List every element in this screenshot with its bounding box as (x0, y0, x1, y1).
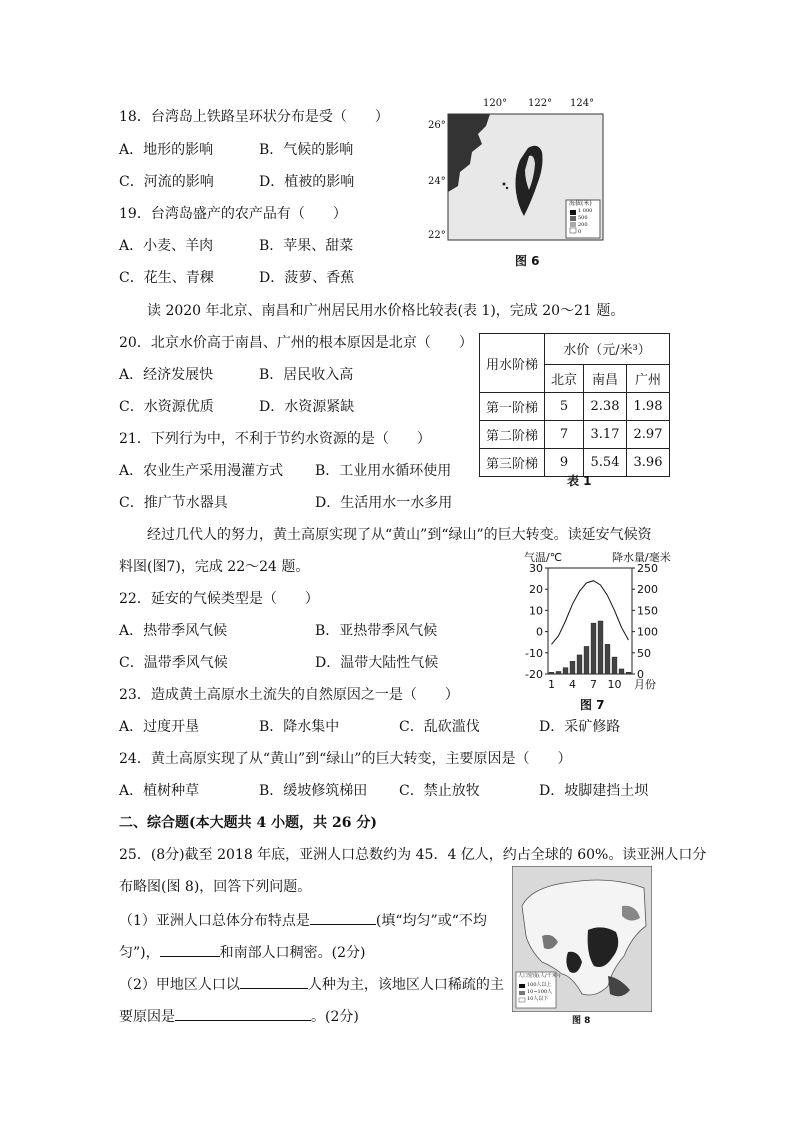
table1-city-beijing: 北京 (545, 364, 584, 392)
fig7-precip-bar (591, 623, 596, 674)
fig8-legend-title: 人口密度(人/千米²) (518, 973, 561, 979)
fig6-lon-124: 124° (570, 98, 595, 109)
table1-cell: 7 (545, 421, 584, 449)
fig7-month-label: 月份 (634, 678, 656, 691)
fig6-lat-22: 22° (428, 230, 446, 241)
q19-option-c[interactable]: C．花生、青稞 (119, 270, 214, 286)
fig6-legend-title: 海拔(米) (569, 200, 592, 207)
fig6-lat-26: 26° (428, 120, 446, 131)
table1-cell: 2.38 (584, 393, 627, 421)
q25-line2: 布略图(图 8)，回答下列问题。 (119, 879, 312, 895)
q25-part2-line1 (119, 974, 504, 994)
q25-p2-blank-2[interactable] (175, 1006, 311, 1021)
fig7-right-tick-label: 250 (637, 562, 658, 575)
q23-option-b[interactable]: B．降水集中 (259, 719, 340, 735)
fig7-precip-bar (584, 646, 589, 674)
fig7-x-tick-label: 7 (590, 678, 597, 691)
q23-option-c[interactable]: C．乱砍滥伐 (399, 719, 480, 735)
q21-option-b[interactable]: B．工业用水循环使用 (315, 463, 452, 479)
fig7-precip-bar (563, 668, 568, 674)
q25-p2-text-d: 。(2分) (311, 1009, 359, 1025)
q25-p2-text-b: 人种为主，该地区人口稀疏的主 (307, 977, 504, 993)
q18-option-d[interactable]: D．植被的影响 (259, 174, 355, 190)
q23-option-d[interactable]: D．采矿修路 (539, 719, 621, 735)
q19-option-d[interactable]: D．菠萝、香蕉 (259, 270, 355, 286)
q22-option-c[interactable]: C．温带季风气候 (119, 655, 228, 671)
q22-option-a[interactable]: A．热带季风气候 (119, 623, 228, 639)
table1-cell: 9 (545, 449, 584, 477)
q22-option-d[interactable]: D．温带大陆性气候 (315, 655, 439, 671)
q25-part2-line2 (119, 1006, 359, 1026)
fig8-legend-low: 10人以下 (527, 996, 549, 1002)
q25-p1-blank-1[interactable] (310, 910, 376, 925)
q20-stem: 20．北京水价高于南昌、广州的根本原因是北京（ ） (119, 335, 473, 351)
table1-cell: 3.17 (584, 421, 627, 449)
q22-stem: 22．延安的气候类型是（ ） (119, 591, 319, 607)
q21-option-c[interactable]: C．推广节水器具 (119, 495, 228, 511)
q25-p1-text-c: 匀”)， (119, 945, 160, 961)
fig6-legend-1000: 1 000 (578, 208, 593, 214)
table1-city-nanchang: 南昌 (584, 364, 627, 392)
q25-line1: 25．(8分)截至 2018 年底，亚洲人口总数约为 45．4 亿人，约占全球的 60%。读亚洲人口分 (119, 847, 707, 863)
q21-option-d[interactable]: D．生活用水一水多用 (315, 495, 453, 511)
q19-option-b[interactable]: B．苹果、甜菜 (259, 238, 354, 254)
section-2-heading: 二、综合题(本大题共 4 小题，共 26 分) (119, 815, 377, 831)
fig7-precip-bar (556, 671, 561, 674)
q21-option-a[interactable]: A．农业生产采用漫灌方式 (119, 463, 284, 479)
q24-stem: 24．黄土高原实现了从“黄山”到“绿山”的巨大转变，主要原因是（ ） (119, 751, 572, 767)
fig7-right-tick-label: 100 (637, 625, 658, 639)
table1-cell: 5.54 (584, 449, 627, 477)
fig6-lon-122: 122° (528, 98, 553, 109)
q21-stem: 21．下列行为中，不利于节约水资源的是（ ） (119, 431, 431, 447)
figure-6-caption: 图 6 (515, 254, 540, 268)
fig7-right-tick-label: 50 (637, 646, 651, 660)
q24-option-a[interactable]: A．植树种草 (119, 783, 200, 799)
fig7-temp-line (552, 581, 629, 645)
q20-option-c[interactable]: C．水资源优质 (119, 399, 214, 415)
fig7-x-tick-label: 1 (548, 678, 555, 691)
fig7-left-tick-label: 0 (536, 625, 543, 639)
fig7-precip-bar (626, 672, 631, 674)
q20-option-a[interactable]: A．经济发展快 (119, 367, 214, 383)
fig7-right-title: 降水量/毫米 (612, 551, 671, 564)
q24-option-b[interactable]: B．缓坡修筑梯田 (259, 783, 368, 799)
q25-part1-line1 (119, 910, 487, 930)
intro-22-24-line2: 料图(图7)，完成 22～24 题。 (119, 559, 310, 575)
fig7-x-tick-label: 10 (607, 678, 622, 691)
q20-option-b[interactable]: B．居民收入高 (259, 367, 354, 383)
fig7-left-title: 气温/℃ (524, 551, 563, 564)
fig7-left-tick-label: 10 (529, 604, 543, 618)
q18-stem: 18．台湾岛上铁路呈环状分布是受（ ） (119, 109, 389, 125)
q25-part1-line2 (119, 942, 365, 962)
fig7-left-tick-label: -10 (525, 646, 543, 660)
table1-city-guangzhou: 广州 (627, 364, 670, 392)
q19-stem: 19．台湾岛盛产的农产品有（ ） (119, 206, 347, 222)
q25-p2-blank-1[interactable] (240, 974, 308, 989)
q24-option-d[interactable]: D．坡脚建挡土坝 (539, 783, 649, 799)
figure-8-asia-population-map (512, 866, 652, 1012)
table1-row-header: 用水阶梯 (480, 334, 545, 393)
q25-p1-text-b: (填“均匀”或“不均 (375, 913, 487, 929)
q18-option-a[interactable]: A．地形的影响 (119, 142, 214, 158)
figure-6-taiwan-map (420, 100, 610, 250)
q25-p2-text-a: （2）甲地区人口以 (119, 977, 240, 993)
fig8-legend-high: 100人以上 (527, 982, 552, 988)
fig6-legend-0: 0 (578, 229, 582, 235)
table1-cell: 3.96 (627, 449, 670, 477)
fig6-lat-24: 24° (428, 176, 446, 187)
fig7-precip-bar (570, 661, 575, 674)
fig7-left-tick-label: 30 (529, 562, 543, 575)
fig7-precip-bar (619, 669, 624, 674)
fig7-precip-bar (549, 672, 554, 674)
table1-tier: 第三阶梯 (480, 449, 545, 477)
fig7-precip-bar (605, 644, 610, 674)
fig6-legend-200: 200 (578, 222, 588, 228)
q18-option-b[interactable]: B．气候的影响 (259, 142, 354, 158)
table-1-caption: 表 1 (567, 474, 592, 488)
fig8-legend-mid: 10~100人 (527, 989, 553, 995)
q19-option-a[interactable]: A．小麦、羊肉 (119, 238, 214, 254)
fig7-right-tick-label: 0 (637, 668, 644, 681)
figure-7-climate-chart (512, 551, 682, 694)
q25-p1-text-d: 和南部人口稠密。(2分) (219, 945, 366, 961)
table1-cell: 1.98 (627, 393, 670, 421)
fig7-right-tick-label: 200 (637, 583, 658, 597)
fig7-left-tick-label: -20 (525, 668, 543, 681)
table1-cell: 2.97 (627, 421, 670, 449)
intro-20-21: 读 2020 年北京、南昌和广州居民用水价格比较表(表 1)，完成 20～21 题。 (147, 303, 625, 319)
table1-tier: 第二阶梯 (480, 421, 545, 449)
fig7-right-tick-label: 150 (637, 604, 658, 618)
table1-tier: 第一阶梯 (480, 393, 545, 421)
fig7-precip-bar (598, 621, 603, 674)
q18-option-c[interactable]: C．河流的影响 (119, 174, 214, 190)
table1-cell: 5 (545, 393, 584, 421)
fig7-left-tick-label: 20 (529, 583, 543, 597)
fig6-lon-120: 120° (483, 98, 508, 109)
table-1 (479, 333, 670, 477)
q23-stem: 23．造成黄土高原水土流失的自然原因之一是（ ） (119, 687, 459, 703)
fig6-legend-500: 500 (578, 215, 588, 221)
q23-option-a[interactable]: A．过度开垦 (119, 719, 200, 735)
q25-p1-blank-2[interactable] (160, 942, 220, 957)
figure-8-caption: 图 8 (572, 1016, 591, 1026)
intro-22-24-line1: 经过几代人的努力，黄土高原实现了从“黄山”到“绿山”的巨大转变。读延安气候资 (147, 527, 652, 543)
fig7-precip-bar (612, 657, 617, 674)
figure-7-caption: 图 7 (580, 698, 605, 712)
q22-option-b[interactable]: B．亚热带季风气候 (315, 623, 438, 639)
q25-p2-text-c: 要原因是 (119, 1009, 175, 1025)
q25-p1-text-a: （1）亚洲人口总体分布特点是 (119, 913, 310, 929)
fig7-x-tick-label: 4 (569, 678, 576, 691)
table1-col-group: 水价（元/米³） (545, 334, 670, 365)
q24-option-c[interactable]: C．禁止放牧 (399, 783, 480, 799)
q20-option-d[interactable]: D．水资源紧缺 (259, 399, 355, 415)
fig7-precip-bar (577, 655, 582, 674)
